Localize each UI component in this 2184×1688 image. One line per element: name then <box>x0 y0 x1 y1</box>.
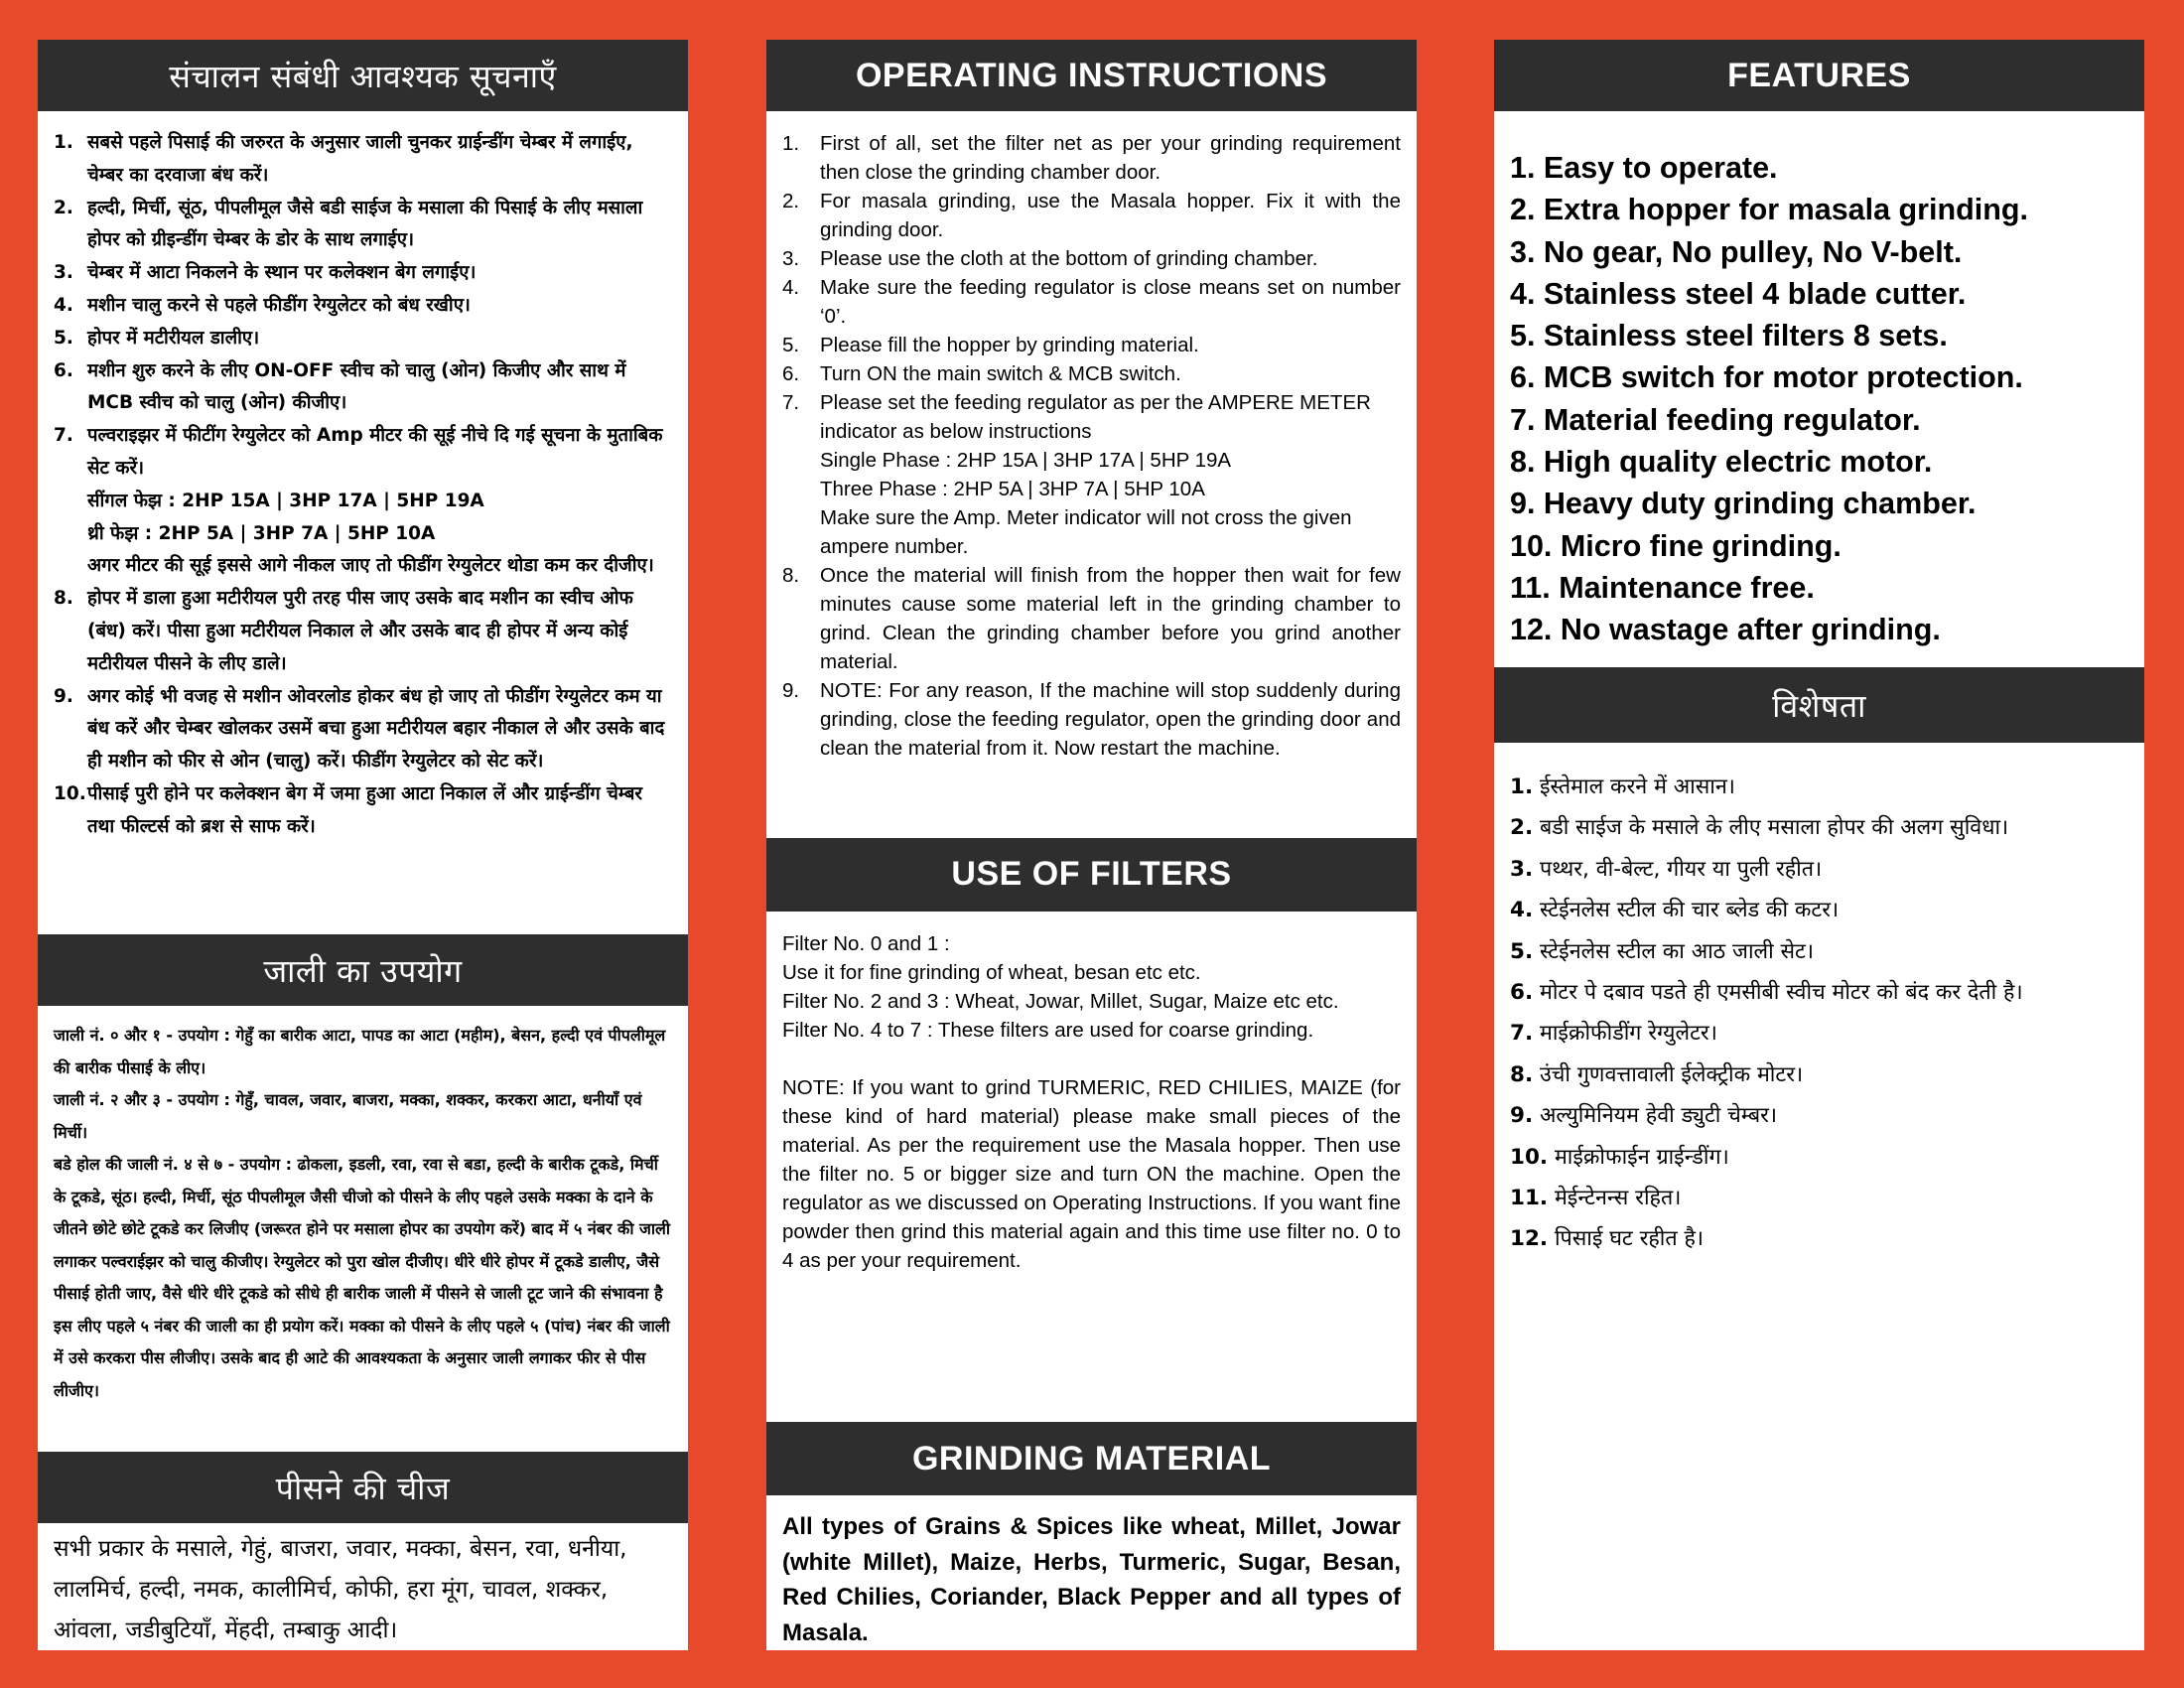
list-item: 5. स्टेईनलेस स्टील का आठ जाली सेट। <box>1510 938 1815 964</box>
use-of-filters-title: USE OF FILTERS <box>766 838 1417 912</box>
features-panel <box>1494 40 2144 1650</box>
use-of-filters-section: Filter No. 0 and 1 : Use it for fine grinding of wheat, besan etc etc. Filter No. 2 and 3 : Wheat, Jowar, Millet, Sugar, Maize etc etc. Filter No. 4 to 7 : These filters are used for coarse grinding. NOTE: If you want to grind TURMERIC, RED CHILIES, MAIZE (for these kind of hard material) please make small pieces of the material. As per the requirement use the Masala hopper. Then use the filter no. 5 or bigger size and turn ON the machine. Open the regulator as we discussed on Operating Instructions. If you want fine powder then grind this material again and this time use filter no. 0 to 4 as per your requirement. <box>782 931 1401 1272</box>
hindi-features-list <box>1510 757 2128 1260</box>
list-item: 4. Stainless steel 4 blade cutter. <box>1510 276 1967 311</box>
list-item: 7. Please set the feeding regulator as per the AMPERE METER indicator as below instructions Single Phase : 2HP 15A | 3HP 17A | 5HP 19A Three Phase : 2HP 5A | 3HP 7A | 5HP 10A Make sure the Amp. Meter indicator will not cross the given ampere number. <box>782 391 1371 558</box>
list-item: 9. अगर कोई भी वजह से मशीन ओवरलोड होकर बंध हो जाए तो फीडींग रेग्युलेटर कम या बंध करें और चेम्बर खोलकर उसमें बचा हुआ मटीरीयल बहार नीकाल ले और उसके बाद ही मशीन को फीर से ओन (चालु) करें। फीडींग रेग्युलेटर को सेट करें। <box>54 685 665 773</box>
list-item: 11. मेईन्टेनन्स रहित। <box>1510 1186 1682 1211</box>
list-item: 3. No gear, No pulley, No V-belt. <box>1510 234 1963 269</box>
list-item: 3. पथ्थर, वी-बेल्ट, गीयर या पुली रहीत। <box>1510 856 1823 882</box>
hindi-ops-section <box>38 111 688 934</box>
list-item: 3. Please use the cloth at the bottom of grinding chamber. <box>782 247 1318 270</box>
list-item: 12. No wastage after grinding. <box>1510 613 1941 647</box>
list-item: 6. मोटर पे दबाव पडते ही एमसीबी स्वीच मोटर को बंद कर देती है। <box>1510 980 2023 1006</box>
list-item: 1. सबसे पहले पिसाई की जरुरत के अनुसार जाली चुनकर ग्राईन्डींग चेम्बर में लगाईए, चेम्बर का दरवाजा बंध करें। <box>54 132 633 186</box>
list-item: 2. For masala grinding, use the Masala hopper. Fix it with the grinding door. <box>782 190 1401 241</box>
list-item: 10. पीसाई पुरी होने पर कलेक्शन बेग में जमा हुआ आटा निकाल लें और ग्राईन्डींग चेम्बर तथा फील्टर्स को ब्रश से साफ करें। <box>54 782 642 837</box>
hindi-panel <box>38 40 688 1650</box>
features-list <box>1510 125 2128 651</box>
list-item: 11. Maintenance free. <box>1510 570 1815 605</box>
list-item: 7. पल्वराइझर में फीटींग रेग्युलेटर को Amp मीटर की सूई नीचे दि गई सूचना के मुताबिक सेट करें। सींगल फेझ : 2HP 15A | 3HP 17A | 5HP 19A थ्री फेझ : 2HP 5A | 3HP 7A | 5HP 10A अगर मीटर की सूई इससे आगे नीकल जाए तो फीडींग रेग्युलेटर थोडा कम कर दीजीए। <box>54 425 663 577</box>
hindi-grind-title: पीसने की चीज <box>38 1452 688 1523</box>
list-item: 9. NOTE: For any reason, If the machine will stop suddenly during grinding, close the feeding regulator, open the grinding door and clean the material from it. Now restart the machine. <box>782 679 1401 760</box>
operating-instructions-section <box>766 111 1417 838</box>
grinding-material-title: GRINDING MATERIAL <box>766 1422 1417 1495</box>
list-item: 4. स्टेईनलेस स्टील की चार ब्लेड की कटर। <box>1510 898 1840 923</box>
list-item: 2. बडी साईज के मसाले के लीए मसाला होपर की अलग सुविधा। <box>1510 815 2009 841</box>
list-item: 9. Heavy duty grinding chamber. <box>1510 487 1977 521</box>
features-section <box>1494 111 2144 667</box>
hindi-features-title: विशेषता <box>1494 667 2144 743</box>
hindi-features-section <box>1494 743 2144 1260</box>
list-item: 1. ईस्तेमाल करने में आसान। <box>1510 774 1735 799</box>
list-item: 10. माईक्रोफाईन ग्राईन्डींग। <box>1510 1144 1729 1170</box>
list-item: 7. Material feeding regulator. <box>1510 402 1921 437</box>
list-item: 8. उंची गुणवत्तावाली ईलेक्ट्रीक मोटर। <box>1510 1061 1804 1087</box>
list-item: 6. मशीन शुरु करने के लीए ON-OFF स्वीच को चालु (ओन) किजीए और साथ में MCB स्वीच को चालु (ओन) कीजीए। <box>54 359 626 414</box>
list-item: 2. हल्दी, मिर्ची, सूंठ, पीपलीमूल जैसे बडी साईज के मसाला की पिसाई के लीए मसाला होपर को ग्रीइन्डींग चेम्बर के डोर के साथ लगाईए। <box>54 197 643 251</box>
list-item: 8. Once the material will finish from the hopper then wait for few minutes cause some material left in the grinding chamber to grind. Clean the grinding chamber before you grind another material. <box>782 564 1401 673</box>
list-item: 8. होपर में डाला हुआ मटीरीयल पुरी तरह पीस जाए उसके बाद मशीन का स्वीच ओफ (बंध) करें। पीसा हुआ मटीरीयल निकाल ले और उसके बाद ही होपर में अन्य कोई मटीरीयल पीसने के लीए डाले। <box>54 588 633 674</box>
english-panel <box>766 40 1417 1650</box>
list-item: 4. Make sure the feeding regulator is close means set on number ‘0’. <box>782 276 1401 328</box>
list-item: 12. पिसाई घट रहीत है। <box>1510 1226 1705 1252</box>
list-item: 5. Please fill the hopper by grinding material. <box>782 334 1199 356</box>
list-item: 8. High quality electric motor. <box>1510 445 1933 480</box>
operating-instructions-list <box>782 129 1401 763</box>
hindi-ops-title: संचालन संबंधी आवश्यक सूचनाएँ <box>38 40 688 111</box>
list-item: 6. MCB switch for motor protection. <box>1510 360 2023 395</box>
list-item: 1. First of all, set the filter net as per your grinding requirement then close the grinding chamber door. <box>782 132 1401 184</box>
operating-instructions-title: OPERATING INSTRUCTIONS <box>766 40 1417 111</box>
features-title: FEATURES <box>1494 40 2144 111</box>
list-item: 3. चेम्बर में आटा निकलने के स्थान पर कलेक्शन बेग लगाईए। <box>54 262 477 284</box>
list-item: 5. होपर में मटीरीयल डालीए। <box>54 327 260 349</box>
grinding-material-text: All types of Grains & Spices like wheat, Millet, Jowar (white Millet), Maize, Herbs, Turmeric, Sugar, Besan, Red Chilies, Coriander, Black Pepper and all types of Masala. <box>782 1513 1401 1646</box>
hindi-grind-text: सभी प्रकार के मसाले, गेहुं, बाजरा, जवार, मक्का, बेसन, रवा, धनीया, लालमिर्च, हल्दी, नमक, कालीमिर्च, कोफी, हरा मूंग, चावल, शक्कर, आंवला, जडीबुटियाँ, मेंहदी, तम्बाकु आदी। <box>54 1536 627 1644</box>
list-item: 5. Stainless steel filters 8 sets. <box>1510 319 1948 353</box>
list-item: 1. Easy to operate. <box>1510 151 1778 185</box>
list-item: 4. मशीन चालु करने से पहले फीडींग रेग्युलेटर को बंध रखीए। <box>54 294 471 316</box>
hindi-filters-section: जाली नं. ० और १ - उपयोग : गेहुँ का बारीक आटा, पापड का आटा (महीम), बेसन, हल्दी एवं पीपलीमूल की बारीक पीसाई के लीए। जाली नं. २ और ३ - उपयोग : गेहुँ, चावल, जवार, बाजरा, मक्का, शक्कर, करकरा आटा, धनीयाँ एवं मिर्ची। बडे होल की जाली नं. ४ से ७ - उपयोग : ढोकला, इडली, रवा, रवा से बडा, हल्दी के बारीक टूकडे, मिर्ची के टूकडे, सूंठ। हल्दी, मिर्ची, सूंठ पीपलीमूल जैसी चीजो को पीसने के लीए पहले उसके मक्का के दाने के जीतने छोटे छोटे टूकडे कर लिजीए (जरूरत होने पर मसाला होपर का उपयोग करें) बाद में ५ नंबर की जाली लगाकर पल्वराईझर को चालु कीजीए। रेग्युलेटर को पुरा खोल दीजीए। धीरे धीरे होपर में टूकडे डालीए, जैसे पीसाई होती जाए, वैसे धीरे धीरे टूकडे को सीधे ही बारीक जाली में पीसने से जाली टूट जाने की संभावना है इस लीए पहले ५ नंबर की जाली का ही प्रयोग करें। मक्का को पीसने के लीए पहले ५ (पांच) नंबर की जाली में उसे करकरा पीस लीजीए। उसके बाद ही आटे की आवश्यकता के अनुसार जाली लगाकर फीर से पीस लीजीए। <box>54 1026 671 1400</box>
list-item: 6. Turn ON the main switch & MCB switch. <box>782 362 1181 385</box>
list-item: 2. Extra hopper for masala grinding. <box>1510 193 2028 227</box>
list-item: 9. अल्युमिनियम हेवी ड्युटी चेम्बर। <box>1510 1103 1778 1129</box>
hindi-filters-title: जाली का उपयोग <box>38 934 688 1006</box>
list-item: 10. Micro fine grinding. <box>1510 528 1842 563</box>
hindi-ops-list <box>54 127 672 844</box>
list-item: 7. माईक्रोफीडींग रेग्युलेटर। <box>1510 1021 1717 1047</box>
